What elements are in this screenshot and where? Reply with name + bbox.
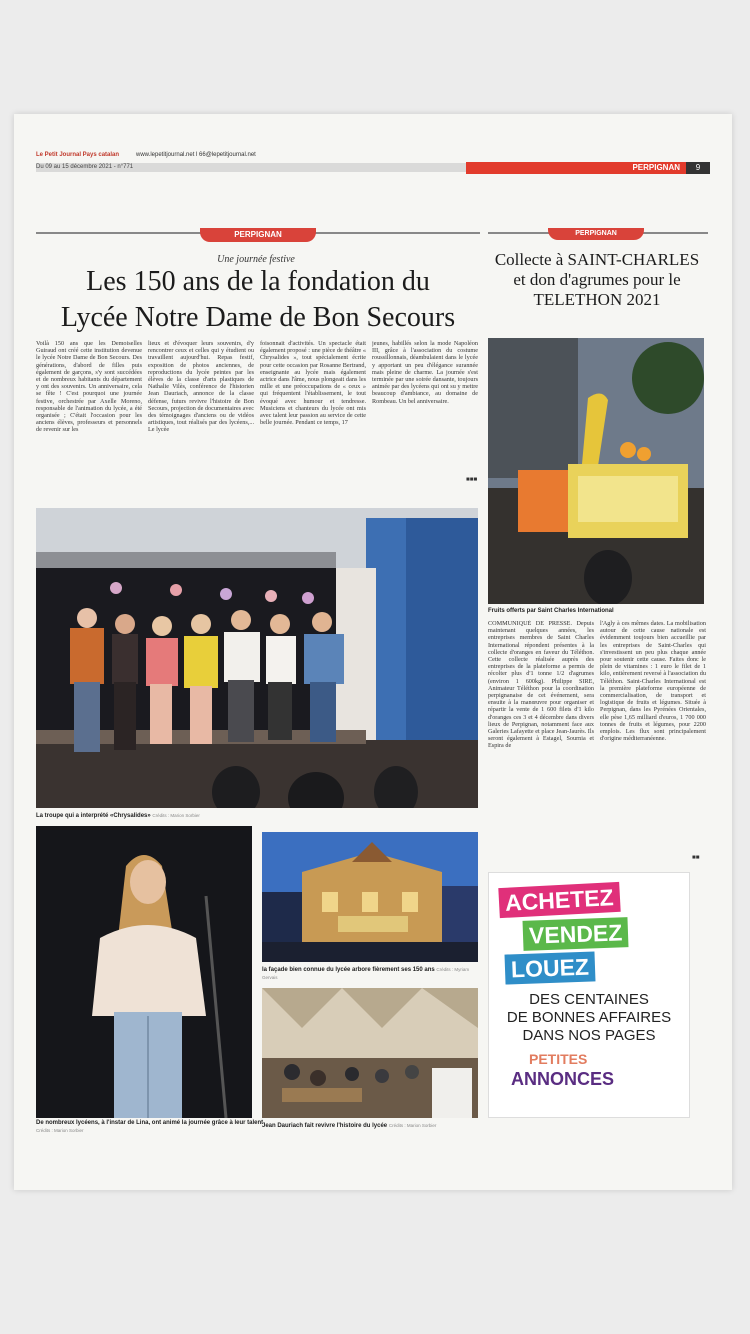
caption-text: la façade bien connue du lycée arbore fièrement ses 150 ans [262,967,435,973]
side-title-line-1: Collecte à SAINT-CHARLES [494,250,700,269]
article-tag: PERPIGNAN [200,228,316,242]
caption-text: Jean Dauriach fait revivre l'histoire du lycée [262,1123,388,1129]
title-line-2: Lycée Notre Dame de Bon Secours [60,302,456,333]
ad-logo-petites: PETITES [529,1051,588,1067]
photo-credit: Crédits : Myriam Gervais [262,967,470,980]
facade-photo [262,832,478,962]
page-number: 9 [686,162,710,174]
side-title-line-3: TELETHON 2021 [533,290,661,309]
facade-photo-caption [262,966,478,982]
ad-line-2: DE BONNES AFFAIRES [506,1009,672,1026]
photo-credit: Crédits : Marion Sorbier [152,813,200,818]
side-article-column-1: COMMUNIQUÉ DE PRESSE. Depuis maintenant quelques années, les entreprises membres de Saint Charles International répondent présentes à la collecte d'oranges en faveur du Téléthon. Cette collecte réalisée auprès des entreprises de la plateforme a permis de récolter plus d'1 tonne 1/2 d'agrumes (environ 1 600kg). Philippe SIRE, Animateur Téléthon pour la coordination perpignanaise de cet événement, sera ensuite à la manœuvre pour organiser et répartir la vente de 1 600 filets d'1 kilo d'oranges ces 3 et 4 décembre dans divers lieux de Perpignan, notamment face aux Galeries Lafayette et place Jean-Jaurès. Ils seront également à Estagel, Sournia et Espira de [488,620,594,750]
hall-photo-caption [262,1122,478,1130]
ad-line-3: DANS NOS PAGES [522,1027,656,1044]
singer-photo [36,826,252,1118]
issue-date: Du 09 au 15 décembre 2021 - n°771 [36,164,134,170]
ad-logo-annonces: ANNONCES [511,1069,615,1089]
ad-line-1: DES CENTAINES [529,991,649,1008]
singer-photo-caption [36,1120,266,1135]
caption-text: La troupe qui a interprété «Chrysalides» [36,813,151,819]
section-label: PERPIGNAN [632,163,680,172]
stage-photo-caption [36,812,478,820]
hall-photo [262,988,478,1118]
photo-credit: Crédits : Marion Sorbier [388,1123,437,1128]
article-kicker: Une journée festive [217,254,295,265]
article-column-1: Voilà 150 ans que les Demoiselles Guiraud ont créé cette institution devenue le lycée Notre Dame de Bon Secours. Des générations, d'abord de filles puis également de garçons, s'y sont succédées et de nombreux habitants du département y ont des souvenirs. Un anniversaire, cela se fête ! C'est pourquoi une journée festive, orchestrée par Axelle Moreno, responsable de l'animation du lycée, a été organisée ; C'était l'occasion pour les anciens élèves, professeurs et personnels de revenir sur les [36,340,142,434]
fruit-stand-caption: Fruits offerts par Saint Charles International [488,608,614,614]
article-column-4: jeunes, habillés selon la mode Napoléon III, grâce à l'association du costume roussillonnais, déambulaient dans le lycée y apportant un peu d'élégance surannée mais pleine de charme. La journée s'est terminée par une soirée dansante, toujours animée par des lycéens qui ont su y mettre beaucoup d'ambiance, au domaine de Rombeau. Un bel anniversaire. [372,340,478,405]
side-article-end-mark: ■■ [692,854,700,861]
side-title-line-2: et don d'agrumes pour le [513,270,681,289]
ad-word-achetez: ACHETEZ [498,882,620,918]
ad-word-vendez: VENDEZ [523,917,629,951]
caption-text: De nombreux lycéens, à l'instar de Lina, ont animé la journée grâce à leur talent [36,1120,264,1126]
classifieds-ad [488,872,690,1118]
fruit-stand-photo [488,338,704,604]
article-column-2: lieux et d'évoquer leurs souvenirs, d'y rencontrer ceux et celles qui y étudient ou travaillent aujourd'hui. Repas festif, exposition de photos anciennes, de reproductions du lycée peintes par les élèves de la classe d'arts plastiques de Nathalie Vilès, conférence de l'historien Jean Dauriach, annonce de la classe défense, futurs revivre l'histoire de Bon Secours, projection de documentaires avec des témoignages d'anciens ou de vidéos artistiques, tout réalisés par des lycéens,... Le lycée [148,340,254,434]
title-line-1: Les 150 ans de la fondation du [86,266,430,297]
side-article-column-2: l'Agly à ces mêmes dates. La mobilisation autour de cette cause nationale est évidemment toujours bien accueillie par les entreprises de Saint-Charles qui s'investissent un peu plus chaque année pour soutenir cette cause. Faites donc le plein de vitamines : 1 euro le filet de 1 kilo, entièrement reversé à l'association du Téléthon. Saint-Charles International est la première plateforme européenne de commercialisation, de transport et logistique de fruits et légumes. Située à Perpignan, dans les Pyrénées Orientales, elle pèse 1,65 milliard d'euros, 1 700 000 tonnes de fruits et légumes, pour 2200 emplois. Les flux sont principalement d'origine méditerranéenne. [600,620,706,743]
stage-photo [36,508,478,808]
section-bar [466,162,686,174]
article-title [36,264,480,336]
ad-word-louez: LOUEZ [505,951,596,984]
newspaper-page [14,114,732,1190]
side-article-title [486,250,708,310]
article-end-mark: ■■■ [466,476,478,483]
page-header [36,152,712,182]
newspaper-brand: Le Petit Journal Pays catalan [36,152,120,158]
photo-credit: Crédits : Marion Sorbier [36,1128,84,1133]
newspaper-website: www.lepetitjournal.net l 66@lepetitjournal.net [136,152,256,158]
article-column-3: foisonnait d'activités. Un spectacle était également proposé : une pièce de théâtre « Chrysalides », tout spécialement écrite pour cette occasion par Rosanne Bertrand, enseignante au lycée mais également actrice dans l'âme, nous plongeait dans les mille et une préoccupations de « ceux » qui fréquentent l'établissement, le tout évoqué avec humour et tendresse. Musiciens et chanteurs du lycée ont mis avec talent leur passion au service de cette belle journée. Pendant ce temps, 17 [260,340,366,427]
side-article-tag: PERPIGNAN [548,228,644,240]
